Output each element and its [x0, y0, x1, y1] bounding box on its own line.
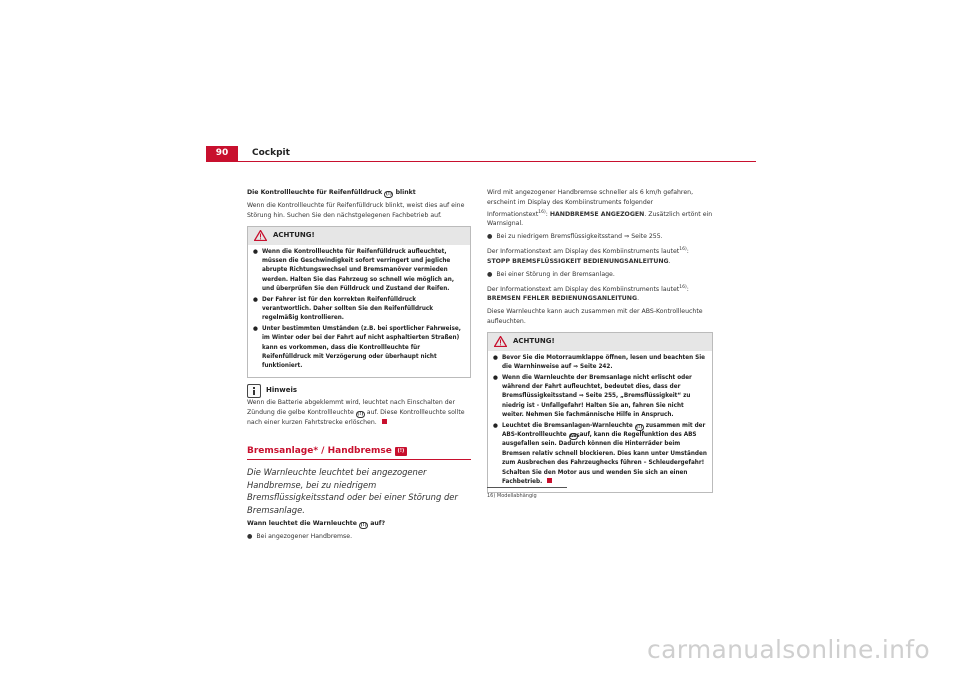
- warning-box-right: [487, 332, 713, 494]
- warning-header: [488, 333, 712, 351]
- list-item-text: Bei zu niedrigem Bremsflüssigkeitsstand ⇒ Seite 255.: [496, 233, 663, 241]
- list-item-text: Bei angezogener Handbremse.: [256, 533, 353, 541]
- warning-item: [253, 325, 465, 372]
- list-item: [487, 270, 713, 280]
- right-column: [487, 188, 713, 499]
- brake-warning-icon: (!): [395, 447, 407, 456]
- display-message: HANDBREMSE ANGEZOGEN: [549, 210, 645, 218]
- warning-title: ACHTUNG!: [273, 230, 315, 239]
- warning-body: [248, 245, 470, 377]
- footnote: 16) Modellabhängig: [487, 493, 537, 499]
- tire-pressure-icon: (!): [357, 411, 364, 417]
- end-of-section-marker: [382, 419, 387, 424]
- bullet-icon: ●: [493, 374, 498, 381]
- paragraph-text: Der Informationstext am Display des Kombiinstruments lautet: [487, 248, 680, 256]
- warning-item-text: [502, 422, 707, 488]
- warning-text-part: auf, kann die Regelfunktion des ABS ausgefallen sein. Dadurch können die Hinterräder beim Bremsen relativ schnell blockieren. Dies kann unter Umständen zum Ausbrechen des Fahrzeughecks führen – Schleudergefahr! Schalten Sie den Motor aus und wenden Sie sich an einen Fachbetrieb.: [501, 432, 707, 486]
- warning-text-part: zusammen mit der ABS-Kontrollleuchte: [501, 422, 706, 438]
- tpms-heading-suffix: blinkt: [395, 189, 416, 196]
- footnote-ref: 16): [679, 247, 687, 253]
- display-message: STOPP BREMSFLÜSSIGKEIT BEDIENUNGSANLEITUNG: [487, 257, 669, 265]
- brake-intro: Die Warnleuchte leuchtet bei angezogener Handbremse, bei zu niedrigem Bremsflüssigkeitsstand oder bei einer Störung der Bremsanlage.: [247, 467, 458, 515]
- note-info-icon: [247, 384, 261, 398]
- warning-body: [488, 351, 712, 493]
- paragraph-text: Wird mit angezogener Handbremse schneller als 6 km/h gefahren, erscheint im Display des Kombiinstruments folgender Informationstext: [487, 189, 694, 218]
- note-title: Hinweis: [266, 385, 298, 394]
- paragraph-text: . Zusätzlich ertönt ein Warnsignal.: [487, 210, 713, 228]
- footnote-ref: 16): [538, 209, 546, 215]
- footnote-ref: 16): [679, 284, 687, 290]
- footnote-rule: [487, 487, 567, 488]
- end-of-section-marker: [547, 478, 552, 483]
- list-item-text: Bei einer Störung in der Bremsanlage.: [496, 270, 615, 278]
- bullet-icon: ●: [487, 270, 493, 278]
- brake-section-heading: [247, 445, 471, 460]
- left-column: [247, 188, 471, 542]
- bullet-icon: ●: [253, 248, 258, 255]
- warning-item: [253, 248, 465, 295]
- warning-title: ACHTUNG!: [513, 336, 555, 345]
- warning-box-left: [247, 226, 471, 378]
- warning-text-part: Leuchtet die Bremsanlagen-Warnleuchte: [501, 422, 633, 429]
- watermark: carmanualsonline.info: [647, 635, 930, 664]
- abs-paragraph: Diese Warnleuchte kann auch zusammen mit der ABS-Kontrollleuchte aufleuchten.: [487, 308, 703, 325]
- warning-item-text: Unter bestimmten Umständen (z.B. bei sportlicher Fahrweise, im Winter oder bei der Fahrt auf nicht asphaltierten Straßen) kann es vorkommen, dass die Kontrollleuchte für Reifenfülldruck mit Verzögerung oder überhaupt nicht funktioniert.: [261, 325, 461, 370]
- bullet-icon: ●: [487, 233, 493, 241]
- bullet-icon: ●: [247, 533, 253, 541]
- warning-item: [493, 422, 707, 488]
- header-rule: [206, 161, 756, 162]
- warning-triangle-icon: [494, 336, 507, 347]
- tire-pressure-icon: (!): [385, 192, 392, 197]
- brake-heading-text: Bremsanlage* / Handbremse: [247, 446, 392, 457]
- tpms-heading: [247, 188, 471, 198]
- warning-item-text: Wenn die Warnleuchte der Bremsanlage nicht erlischt oder während der Fahrt aufleuchtet, bedeutet dies, dass der Bremsflüssigkeitsstand ⇒ Seite 255, „Bremsflüssigkeit“ zu niedrig ist - Unfallgefahr! Halten Sie an, fahren Sie nicht weiter. Nehmen Sie fachmännische Hilfe in Anspruch.: [501, 374, 692, 419]
- bullet-icon: ●: [253, 325, 258, 332]
- bullet-icon: ●: [493, 422, 498, 429]
- page-header: [206, 146, 756, 168]
- warning-item-text: Wenn die Kontrollleuchte für Reifenfülldruck aufleuchtet, müssen die Geschwindigkeit sofort verringert und jegliche abrupte Richtungswechsel und Bremsmanöver vermieden werden. Halten Sie das Fahrzeug so schnell wie möglich an, und überprüfen Sie den Fülldruck und Zustand der Reifen.: [261, 248, 454, 293]
- paragraph-text: Der Informationstext am Display des Kombiinstruments lautet: [487, 285, 680, 293]
- warning-triangle-icon: [254, 230, 267, 241]
- list-item: [247, 532, 471, 542]
- list-item: [487, 232, 713, 242]
- display-message: BREMSEN FEHLER BEDIENUNGSANLEITUNG: [487, 295, 638, 303]
- warning-item: [253, 296, 465, 324]
- abs-icon: ABS: [569, 434, 580, 439]
- when-heading: [247, 519, 471, 529]
- bullet-icon: ●: [493, 354, 498, 361]
- warning-item-text: Bevor Sie die Motorraumklappe öffnen, lesen und beachten Sie die Warnhinweise auf ⇒ Seite 242.: [501, 354, 706, 371]
- note-text-part: auf. Diese Kontrollleuchte sollte nach einer kurzen Fahrtstrecke erlöschen.: [247, 408, 465, 426]
- tpms-heading-text: Die Kontrollleuchte für Reifenfülldruck: [247, 189, 383, 196]
- brake-warning-icon: (!): [360, 523, 367, 529]
- warning-item-text: Der Fahrer ist für den korrekten Reifenfülldruck verantwortlich. Daher sollten Sie den Reifenfülldruck regelmäßig kontrollieren.: [261, 296, 434, 322]
- note-text: [247, 398, 471, 428]
- section-title: Cockpit: [252, 148, 290, 158]
- warning-header: [248, 227, 470, 245]
- display-text-paragraph: Der Informationstext am Display des Kombiinstruments lautet$^{16)}$: BREMSEN FEHLER BEDIENUNGSANLEITUNG.: [487, 284, 689, 303]
- handbrake-paragraph: Wird mit angezogener Handbremse schneller als 6 km/h gefahren, erscheint im Display des Kombiinstruments folgender Informationstext$^{16)}$: HANDBREMSE ANGEZOGEN. Zusätzlich ertönt ein Warnsignal.: [487, 189, 713, 228]
- bullet-icon: ●: [253, 296, 258, 303]
- when-heading-suffix: auf?: [370, 520, 386, 528]
- tpms-text: Wenn die Kontrollleuchte für Reifenfülldruck blinkt, weist dies auf eine Störung hin. Suchen Sie den nächstgelegenen Fachbetrieb auf.: [247, 202, 465, 219]
- display-text-paragraph: Der Informationstext am Display des Kombiinstruments lautet$^{16)}$: STOPP BREMSFLÜSSIGKEIT BEDIENUNGSANLEITUNG.: [487, 247, 689, 265]
- note-header: [247, 384, 471, 398]
- warning-item: [493, 354, 707, 373]
- warning-item: [493, 374, 707, 421]
- when-heading-text: Wann leuchtet die Warnleuchte: [247, 520, 357, 528]
- brake-warning-icon: (!): [636, 424, 643, 430]
- note-text-part: Wenn die Batterie abgeklemmt wird, leuchtet nach Einschalten der Zündung die gelbe Kontrollleuchte: [247, 398, 456, 416]
- page-number: 90: [206, 146, 238, 161]
